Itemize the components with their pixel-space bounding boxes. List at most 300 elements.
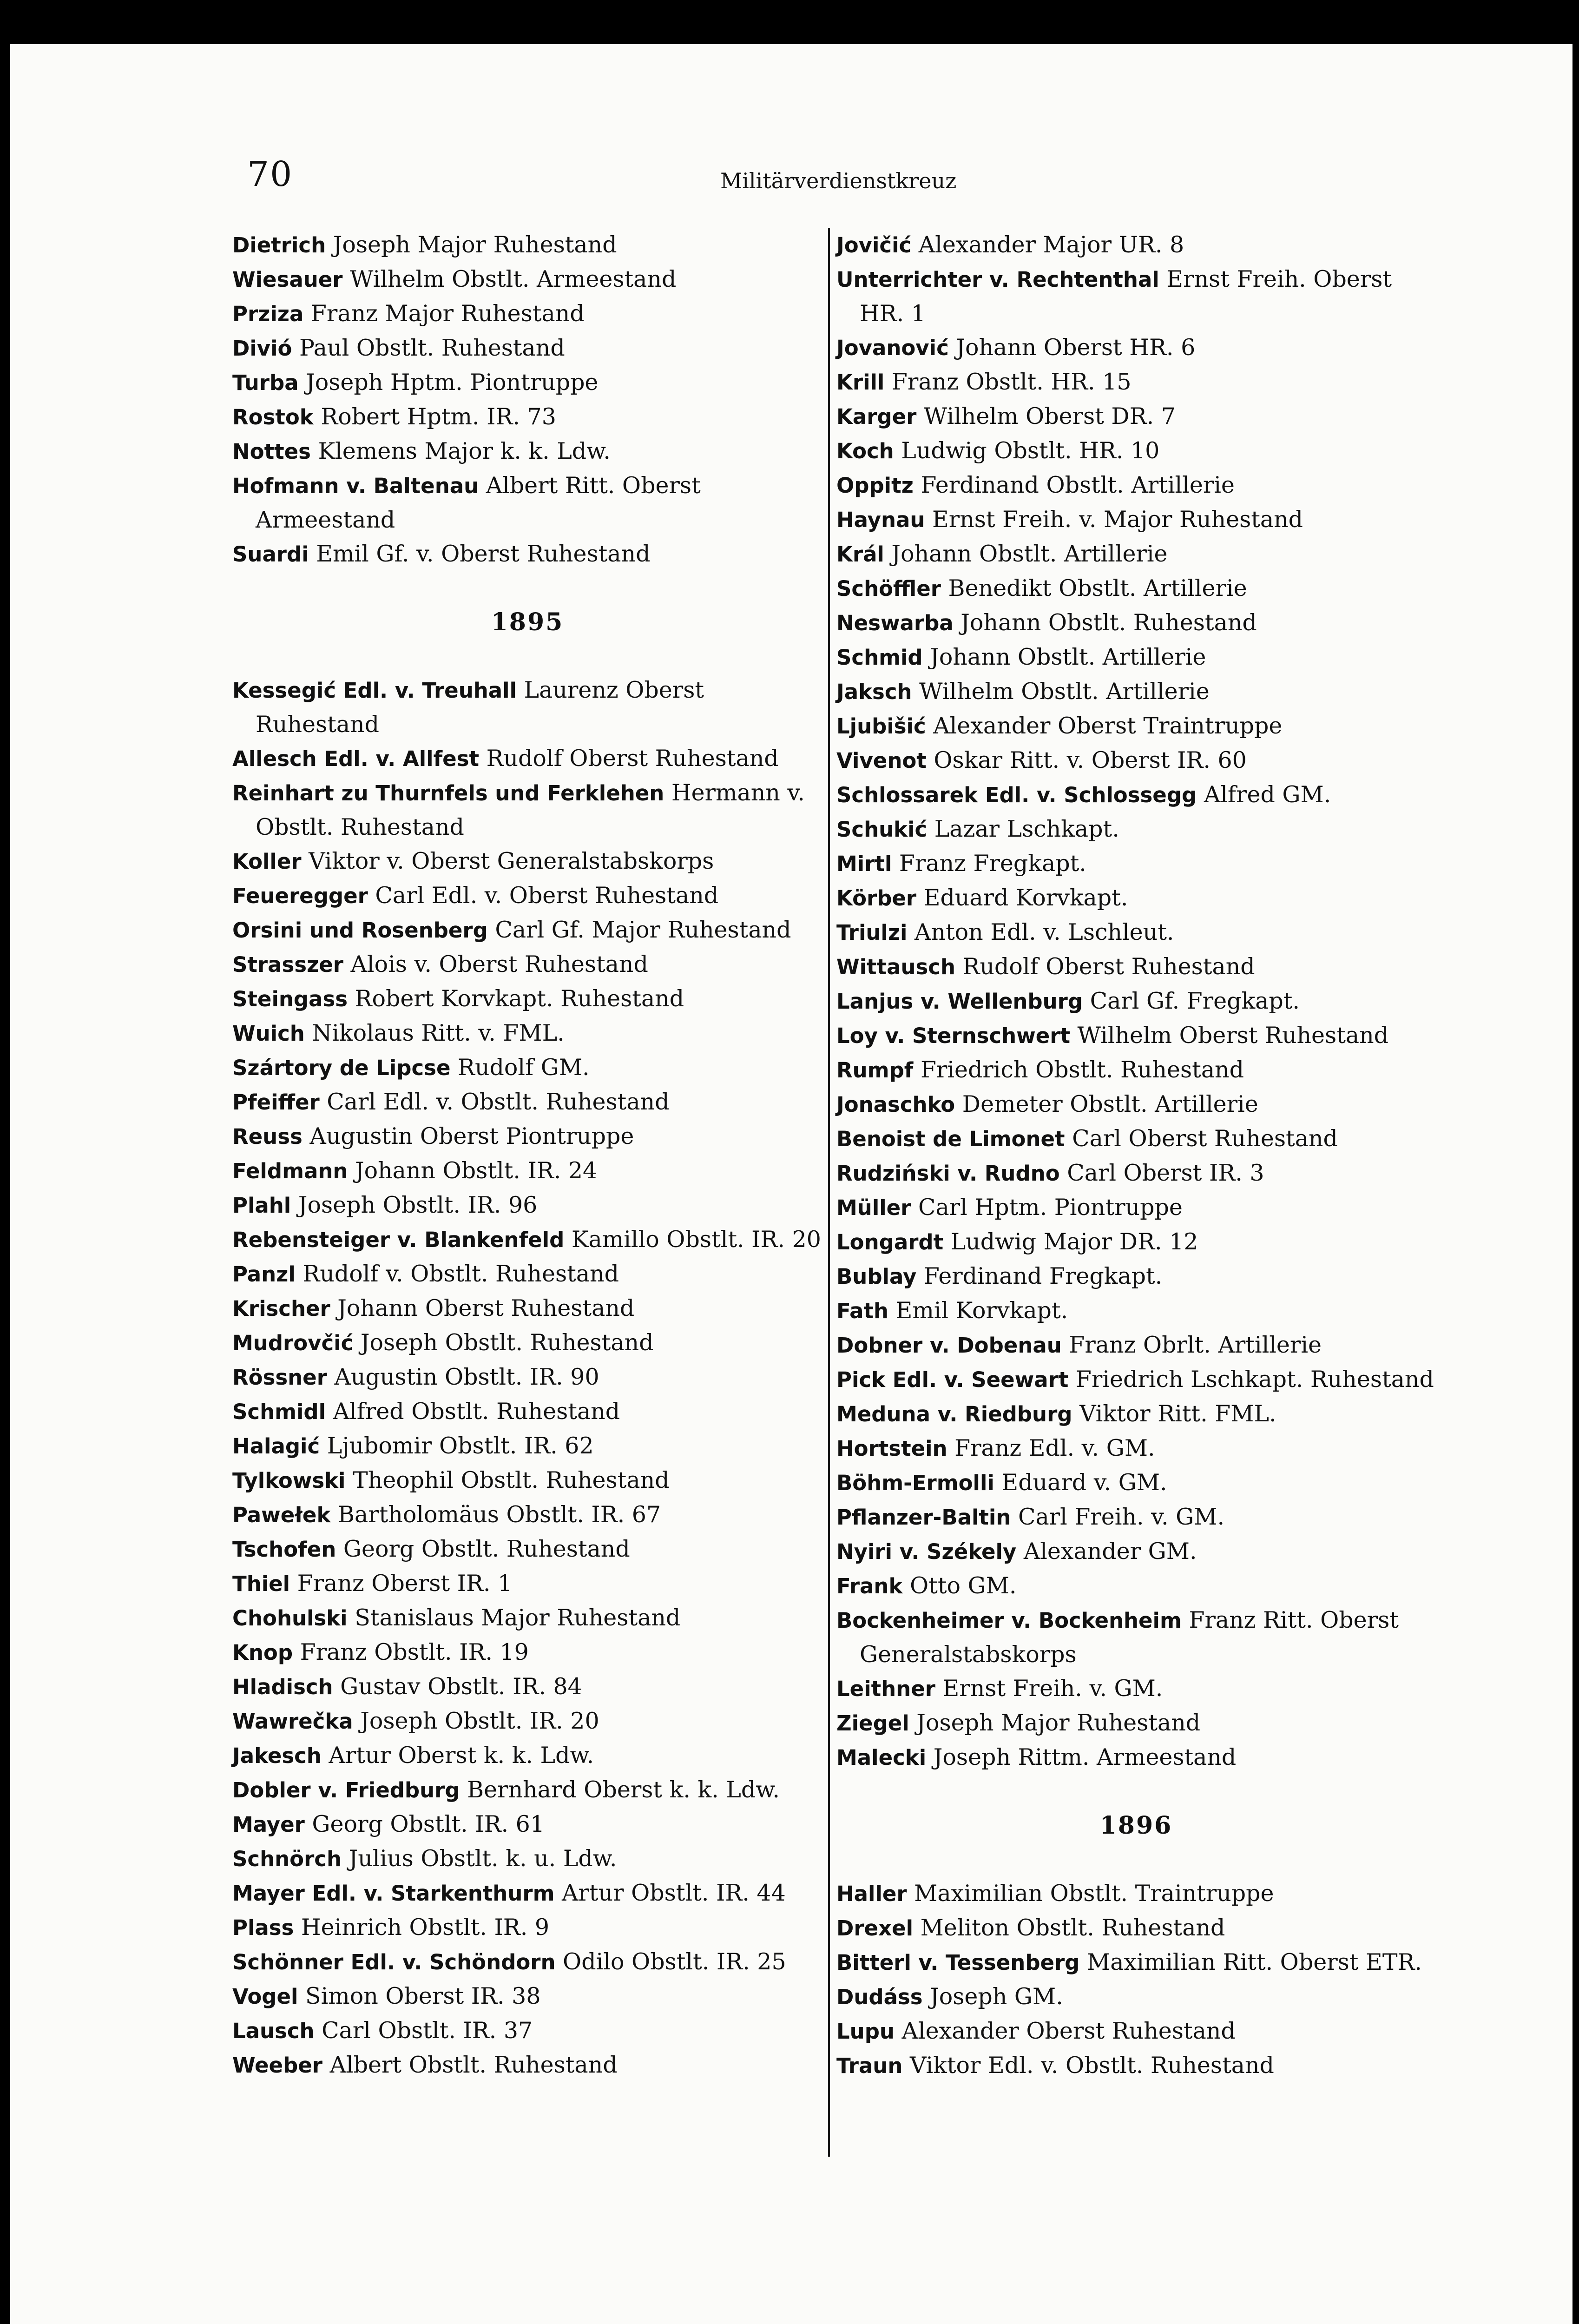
entry-details: Ernst Freih. v. Major Ruhestand [925,506,1303,533]
entry-surname: Krischer [232,1296,330,1321]
entry-details: Alexander Major UR. 8 [911,231,1184,258]
entry-surname: Unterrichter v. Rechtenthal [836,267,1159,292]
list-item [836,846,1436,881]
entry-surname: Mirtl [836,852,892,876]
list-item [232,776,822,844]
list-item [232,1842,822,1876]
entry-details: Artur Oberst k. k. Ldw. [321,1742,594,1769]
list-item [232,1876,822,1910]
list-item [836,468,1436,502]
entry-surname: Lanjus v. Wellenburg [836,989,1083,1014]
entry-details: Wilhelm Obstlt. Artillerie [912,678,1210,705]
entry-details: Lazar Lschkapt. [927,816,1119,842]
entry-surname: Suardi [232,542,309,567]
list-item [836,1945,1436,1980]
list-item [836,881,1436,915]
entry-details: Meliton Obstlt. Ruhestand [913,1915,1225,1941]
entry-details: Alfred GM. [1197,781,1331,808]
list-item [232,1532,822,1566]
list-item [232,982,822,1016]
entry-surname: Král [836,542,884,567]
list-item [836,915,1436,950]
entry-surname: Dudáss [836,1985,923,2009]
entry-surname: Bitterl v. Tessenberg [836,1950,1080,1975]
entry-surname: Longardt [836,1230,944,1254]
entry-details: Carl Obstlt. IR. 37 [314,2017,533,2044]
entry-details: Ludwig Obstlt. HR. 10 [894,437,1160,464]
entry-details: Augustin Oberst Piontruppe [302,1123,634,1149]
list-item [836,1225,1436,1259]
left-entries-before-1895 [232,228,822,571]
list-item [836,743,1436,778]
entry-details: Joseph Obstlt. IR. 20 [353,1708,599,1734]
entry-surname: Haynau [836,508,925,532]
list-item [836,1466,1436,1500]
entry-surname: Szártory de Lipcse [232,1056,451,1080]
entry-surname: Plahl [232,1193,291,1218]
entry-surname: Jonaschko [836,1092,955,1117]
left-entries-1895 [232,673,822,2082]
entry-details: Carl Gf. Major Ruhestand [487,917,791,943]
entry-surname: Jovičić [836,233,912,257]
list-item [836,1500,1436,1534]
entry-details: Maximilian Obstlt. Traintruppe [907,1880,1274,1907]
entry-details: Artur Obstlt. IR. 44 [554,1880,786,1906]
list-item [836,1534,1436,1569]
entry-surname: Benoist de Limonet [836,1127,1065,1151]
entry-surname: Reuss [232,1124,303,1149]
entry-details: Georg Obstlt. Ruhestand [336,1536,630,1562]
entry-details: Joseph Hptm. Piontruppe [298,369,599,396]
entry-surname: Müller [836,1195,911,1220]
entry-surname: Mayer [232,1812,305,1837]
entry-details: Rudolf Oberst Ruhestand [479,745,779,772]
entry-details: Klemens Major k. k. Ldw. [310,438,611,464]
entry-details: Franz Edl. v. GM. [947,1435,1155,1461]
list-item [836,1294,1436,1328]
list-item [836,1018,1436,1053]
list-item [836,950,1436,984]
list-item [836,1603,1436,1671]
entry-surname: Feueregger [232,884,368,908]
entry-surname: Mayer Edl. v. Starkenthurm [232,1881,555,1906]
entry-surname: Rebensteiger v. Blankenfeld [232,1228,565,1252]
entry-surname: Chohulski [232,1606,348,1631]
entry-surname: Prziza [232,302,304,326]
entry-surname: Thiel [232,1571,290,1596]
entry-surname: Hofmann v. Baltenau [232,474,479,498]
entry-surname: Malecki [836,1745,927,1770]
entry-surname: Karger [836,404,917,429]
entry-surname: Frank [836,1574,903,1598]
entry-details: Alexander Oberst Ruhestand [894,2018,1236,2044]
entry-surname: Dobner v. Dobenau [836,1333,1062,1358]
entry-details: Hermann v. Obstlt. Ruhestand [256,779,805,840]
entry-details: Wilhelm Obstlt. Armeestand [342,266,677,292]
entry-surname: Ljubišić [836,714,926,739]
entry-surname: Traun [836,2053,903,2078]
entry-details: Alexander GM. [1016,1538,1197,1565]
list-item [836,434,1436,468]
list-item [232,1222,822,1257]
list-item [836,640,1436,674]
entry-surname: Mudrovčić [232,1331,354,1355]
entry-surname: Wittausch [836,955,955,979]
running-title: Militärverdienstkreuz [720,168,957,193]
entry-details: Robert Hptm. IR. 73 [313,403,556,430]
entry-details: Carl Oberst Ruhestand [1065,1125,1338,1152]
entry-surname: Schlossarek Edl. v. Schlossegg [836,783,1197,807]
list-item [232,1635,822,1670]
entry-surname: Tschofen [232,1537,336,1562]
entry-surname: Oppitz [836,473,914,498]
entry-surname: Nyiri v. Székely [836,1539,1017,1564]
entry-surname: Böhm-Ermolli [836,1471,994,1495]
entry-details: Gustav Obstlt. IR. 84 [333,1673,582,1700]
entry-surname: Hortstein [836,1436,947,1461]
list-item [232,1670,822,1704]
entry-details: Anton Edl. v. Lschleut. [907,919,1174,945]
entry-details: Franz Oberst IR. 1 [290,1570,513,1597]
entry-surname: Rudziński v. Rudno [836,1161,1060,1186]
entry-surname: Feldmann [232,1159,348,1183]
entry-surname: Pflanzer-Baltin [836,1505,1011,1530]
entry-details: Ludwig Major DR. 12 [943,1228,1198,1255]
entry-surname: Bockenheimer v. Bockenheim [836,1608,1182,1633]
entry-details: Stanislaus Major Ruhestand [347,1604,681,1631]
entry-details: Ernst Freih. Oberst HR. 1 [860,266,1392,327]
page-number: 70 [247,154,293,194]
entry-details: Alois v. Oberst Ruhestand [343,951,648,977]
list-item [836,1087,1436,1122]
entry-surname: Pick Edl. v. Seewart [836,1367,1069,1392]
entry-details: Joseph GM. [922,1983,1063,2010]
entry-details: Oskar Ritt. v. Oberst IR. 60 [926,747,1247,773]
entry-surname: Dobler v. Friedburg [232,1778,460,1802]
list-item [232,2048,822,2082]
entry-surname: Rössner [232,1365,327,1390]
entry-details: Ljubomir Obstlt. IR. 62 [320,1433,594,1459]
list-item [232,913,822,947]
entry-surname: Lausch [232,2019,315,2043]
entry-details: Eduard Korvkapt. [916,885,1128,911]
entry-details: Carl Freih. v. GM. [1011,1504,1225,1530]
list-item [232,1979,822,2014]
entry-surname: Reinhart zu Thurnfels und Ferklehen [232,781,664,805]
entry-surname: Meduna v. Riedburg [836,1402,1072,1426]
entry-details: Friedrich Lschkapt. Ruhestand [1068,1366,1434,1393]
entry-surname: Lupu [836,2019,895,2044]
entry-surname: Schmidl [232,1400,326,1424]
entry-surname: Rostok [232,405,314,429]
entry-details: Franz Obrlt. Artillerie [1061,1332,1322,1358]
list-item [836,537,1436,571]
list-item [836,330,1436,365]
entry-details: Joseph Major Ruhestand [326,231,617,258]
entry-details: Joseph Major Ruhestand [909,1710,1201,1736]
entry-details: Benedikt Obstlt. Artillerie [941,575,1247,601]
entry-details: Carl Oberst IR. 3 [1059,1160,1264,1186]
entry-surname: Ziegel [836,1711,909,1736]
entry-details: Rudolf GM. [450,1054,590,1081]
list-item [232,2014,822,2048]
list-item [232,741,822,776]
entry-surname: Panzl [232,1262,296,1287]
entry-details: Viktor v. Oberst Generalstabskorps [301,848,714,874]
entry-details: Friedrich Obstlt. Ruhestand [913,1056,1244,1083]
list-item [232,947,822,982]
list-item [836,1671,1436,1706]
list-item [232,537,822,571]
list-item [232,400,822,434]
list-item [232,1326,822,1360]
list-item [232,1738,822,1773]
entry-surname: Neswarba [836,611,954,635]
list-item [836,1706,1436,1740]
list-item [232,1807,822,1842]
entry-details: Albert Ritt. Oberst Armeestand [256,472,701,533]
entry-details: Simon Oberst IR. 38 [298,1983,541,2009]
entry-details: Johann Obstlt. Artillerie [884,541,1168,567]
entry-details: Maximilian Ritt. Oberst ETR. [1079,1949,1422,1975]
list-item [836,1911,1436,1945]
list-item [232,434,822,469]
list-item [232,1601,822,1635]
list-item [232,1394,822,1429]
list-item [232,297,822,331]
entry-details: Theophil Obstlt. Ruhestand [345,1467,670,1493]
entry-details: Heinrich Obstlt. IR. 9 [294,1914,550,1941]
list-item [836,812,1436,846]
entry-surname: Vogel [232,1984,298,2009]
list-item [232,1119,822,1154]
list-item [232,1498,822,1532]
entry-surname: Bublay [836,1264,917,1289]
entry-surname: Schukić [836,817,928,842]
entry-details: Carl Hptm. Piontruppe [911,1194,1183,1221]
entry-details: Franz Ritt. Oberst Generalstabskorps [860,1607,1399,1668]
entry-details: Laurenz Oberst Ruhestand [256,677,704,738]
entry-surname: Jovanović [836,336,949,360]
list-item [232,228,822,262]
entry-details: Viktor Edl. v. Obstlt. Ruhestand [902,2052,1274,2079]
entry-surname: Koller [232,849,302,874]
entry-details: Wilhelm Oberst DR. 7 [916,403,1176,429]
list-item [836,1328,1436,1362]
entry-details: Johann Obstlt. IR. 24 [348,1157,598,1184]
list-item [836,1053,1436,1087]
entry-details: Viktor Ritt. FML. [1072,1400,1276,1427]
entry-surname: Wuich [232,1021,305,1046]
entry-details: Ferdinand Fregkapt. [916,1263,1163,1289]
entry-details: Rudolf v. Obstlt. Ruhestand [295,1261,619,1287]
entry-surname: Turba [232,370,299,395]
entry-surname: Schmid [836,645,923,670]
entry-surname: Schnörch [232,1847,342,1871]
entry-details: Rudolf Oberst Ruhestand [955,953,1255,980]
entry-surname: Weeber [232,2053,322,2078]
list-item [836,1362,1436,1397]
list-item [836,1190,1436,1225]
list-item [232,1291,822,1326]
list-item [836,262,1436,330]
entry-details: Joseph Rittm. Armeestand [926,1744,1237,1770]
list-item [232,1910,822,1945]
entry-surname: Knop [232,1640,293,1665]
entry-surname: Tylkowski [232,1468,346,1493]
list-item [836,1876,1436,1911]
entry-details: Bernhard Oberst k. k. Ldw. [460,1776,780,1803]
entry-details: Ferdinand Obstlt. Artillerie [913,472,1235,498]
entry-surname: Allesch Edl. v. Allfest [232,746,479,771]
entry-details: Albert Obstlt. Ruhestand [322,2052,618,2078]
entry-surname: Krill [836,370,885,395]
entry-details: Carl Gf. Fregkapt. [1083,988,1300,1014]
right-entries-1895 [836,228,1436,1775]
list-item [232,1154,822,1188]
entry-surname: Koch [836,439,894,463]
column-divider [828,228,830,2157]
entry-surname: Kessegić Edl. v. Treuhall [232,678,517,703]
entry-surname: Wiesauer [232,267,343,292]
list-item [836,1980,1436,2014]
entry-details: Johann Oberst Ruhestand [330,1295,635,1321]
entry-details: Otto GM. [902,1572,1017,1599]
list-item [836,2048,1436,2083]
left-column [232,228,822,2082]
right-column [836,228,1436,2083]
list-item [836,709,1436,743]
list-item [836,502,1436,537]
entry-details: Alfred Obstlt. Ruhestand [326,1398,620,1425]
list-item [232,844,822,878]
scan-border-right [1572,0,1579,2324]
entry-surname: Steingass [232,987,348,1011]
year-heading-1895: 1895 [491,608,564,636]
list-item [232,673,822,741]
entry-details: Wilhelm Oberst Ruhestand [1070,1022,1389,1049]
entry-details: Franz Obstlt. HR. 15 [884,369,1132,395]
list-item [836,365,1436,399]
entry-details: Johann Obstlt. Ruhestand [953,609,1257,636]
list-item [232,331,822,365]
entry-details: Kamillo Obstlt. IR. 20 [564,1226,821,1253]
entry-details: Demeter Obstlt. Artillerie [955,1091,1258,1117]
entry-details: Franz Obstlt. IR. 19 [293,1639,529,1665]
entry-surname: Orsini und Rosenberg [232,918,488,943]
list-item [836,1397,1436,1431]
entry-details: Carl Edl. v. Obstlt. Ruhestand [319,1089,670,1115]
list-item [836,674,1436,709]
entry-surname: Hladisch [232,1675,333,1699]
list-item [836,1259,1436,1294]
entry-details: Johann Obstlt. Artillerie [922,644,1206,670]
entry-details: Johann Oberst HR. 6 [948,334,1196,361]
entry-surname: Körber [836,886,917,911]
list-item [232,1429,822,1463]
list-item [232,1360,822,1394]
list-item [836,1569,1436,1603]
list-item [232,1773,822,1807]
list-item [836,1122,1436,1156]
list-item [232,1050,822,1085]
entry-details: Georg Obstlt. IR. 61 [304,1811,545,1837]
list-item [232,1257,822,1291]
scan-border-top [0,0,1579,44]
list-item [836,2014,1436,2048]
list-item [232,1945,822,1979]
list-item [836,1431,1436,1466]
entry-surname: Schönner Edl. v. Schöndorn [232,1950,556,1974]
entry-surname: Triulzi [836,920,908,945]
entry-details: Carl Edl. v. Oberst Ruhestand [368,882,719,909]
entry-surname: Schöffler [836,576,941,601]
entry-surname: Leithner [836,1677,935,1701]
entry-details: Emil Korvkapt. [888,1297,1068,1324]
list-item [232,1016,822,1050]
list-item [232,365,822,400]
list-item [836,571,1436,606]
entry-details: Nikolaus Ritt. v. FML. [304,1020,565,1046]
list-item [836,399,1436,434]
entry-details: Emil Gf. v. Oberst Ruhestand [309,541,651,567]
entry-surname: Strasszer [232,952,343,977]
entry-surname: Loy v. Sternschwert [836,1023,1070,1048]
entry-surname: Rumpf [836,1058,914,1083]
list-item [232,469,822,537]
list-item [836,606,1436,640]
entry-surname: Pawełek [232,1503,331,1527]
entry-details: Eduard v. GM. [994,1469,1167,1496]
entry-details: Augustin Obstlt. IR. 90 [327,1364,599,1390]
right-entries-1896 [836,1876,1436,2083]
entry-surname: Dietrich [232,233,326,257]
entry-details: Odilo Obstlt. IR. 25 [555,1948,786,1975]
list-item [232,1463,822,1498]
entry-surname: Plass [232,1915,294,1940]
scan-border-left [0,0,10,2324]
list-item [232,1704,822,1738]
list-item [836,778,1436,812]
entry-surname: Wawrečka [232,1709,353,1734]
list-item [232,262,822,297]
entry-surname: Fath [836,1299,889,1323]
entry-surname: Drexel [836,1916,914,1941]
entry-details: Alexander Oberst Traintruppe [926,713,1283,739]
entry-details: Franz Fregkapt. [892,850,1086,877]
entry-details: Joseph Obstlt. IR. 96 [291,1192,538,1218]
entry-surname: Pfeiffer [232,1090,320,1115]
list-item [836,228,1436,262]
entry-surname: Vivenot [836,748,927,773]
year-heading-1896: 1896 [1099,1811,1173,1840]
entry-details: Paul Obstlt. Ruhestand [292,335,565,361]
list-item [232,1566,822,1601]
list-item [232,878,822,913]
entry-surname: Halagić [232,1434,320,1459]
entry-surname: Nottes [232,439,311,464]
entry-details: Bartholomäus Obstlt. IR. 67 [330,1501,661,1528]
list-item [836,984,1436,1018]
list-item [836,1156,1436,1190]
list-item [232,1085,822,1119]
entry-surname: Jaksch [836,680,912,704]
entry-details: Franz Major Ruhestand [303,300,585,327]
list-item [836,1740,1436,1775]
entry-details: Joseph Obstlt. Ruhestand [353,1329,654,1356]
entry-surname: Haller [836,1882,907,1906]
entry-surname: Jakesch [232,1743,322,1768]
